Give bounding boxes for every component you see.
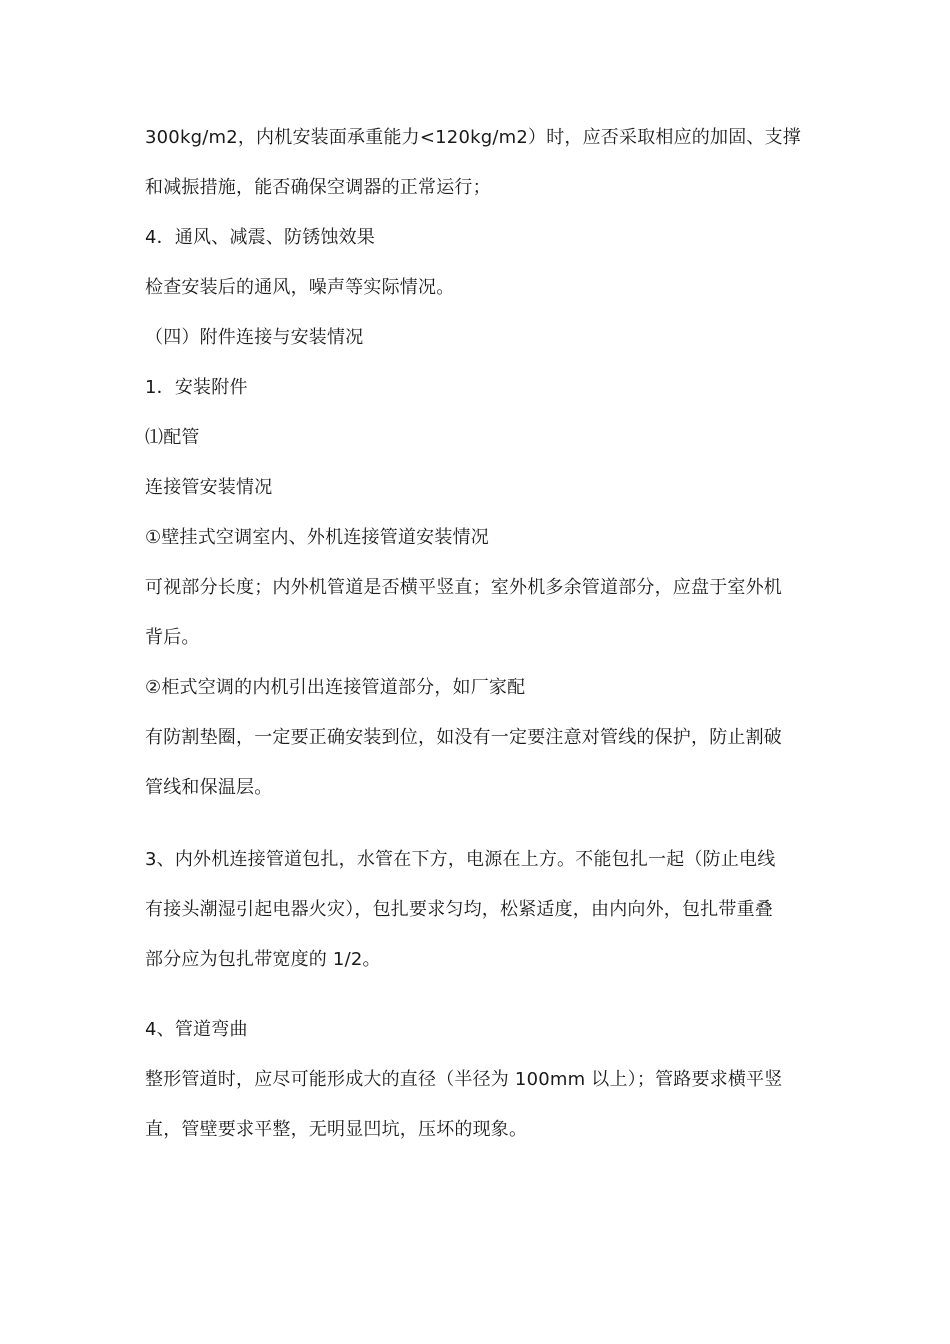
text-line-visible-length: 可视部分长度；内外机管道是否横平竖直；室外机多余管道部分，应盘于室外机	[145, 577, 782, 598]
text-line-ventilation-check: 检查安装后的通风，噪声等实际情况。	[145, 277, 455, 298]
text-line-pipe-wall: 直，管壁要求平整，无明显凹坑，压坏的现象。	[145, 1119, 528, 1140]
text-line-behind: 背后。	[145, 627, 200, 648]
text-line-wrapping-requirements: 有接头潮湿引起电器火灾），包扎要求匀均，松紧适度，由内向外，包扎带重叠	[145, 899, 773, 920]
subsection-heading-install-accessories: 1．安装附件	[145, 377, 248, 398]
text-line-insulation: 管线和保温层。	[145, 777, 273, 798]
text-line-reinforcement: 和减振措施，能否确保空调器的正常运行；	[145, 177, 491, 198]
text-line-pipe-installation: 连接管安装情况	[145, 477, 273, 498]
item-heading-piping: ⑴配管	[145, 427, 200, 448]
text-line-shaping: 整形管道时，应尽可能形成大的直径（半径为 100mm 以上）；管路要求横平竖	[145, 1069, 783, 1090]
section-heading-accessories: （四）附件连接与安装情况	[145, 327, 364, 348]
section-heading-ventilation: 4．通风、减震、防锈蚀效果	[145, 227, 376, 248]
text-line-anti-cut-washer: 有防割垫圈，一定要正确安装到位，如没有一定要注意对管线的保护，防止割破	[145, 727, 782, 748]
section-item-wrapping: 3、内外机连接管道包扎，水管在下方，电源在上方。不能包扎一起（防止电线	[145, 849, 776, 870]
text-line-weight-capacity: 300kg/m2，内机安装面承重能力<120kg/m2）时，应否采取相应的加固、支撑	[145, 127, 801, 148]
section-item-pipe-bending: 4、管道弯曲	[145, 1019, 248, 1040]
item-wall-mounted: ①壁挂式空调室内、外机连接管道安装情况	[145, 527, 489, 548]
text-line-overlap: 部分应为包扎带宽度的 1/2。	[145, 949, 381, 970]
item-cabinet-type: ②柜式空调的内机引出连接管道部分，如厂家配	[145, 677, 526, 698]
